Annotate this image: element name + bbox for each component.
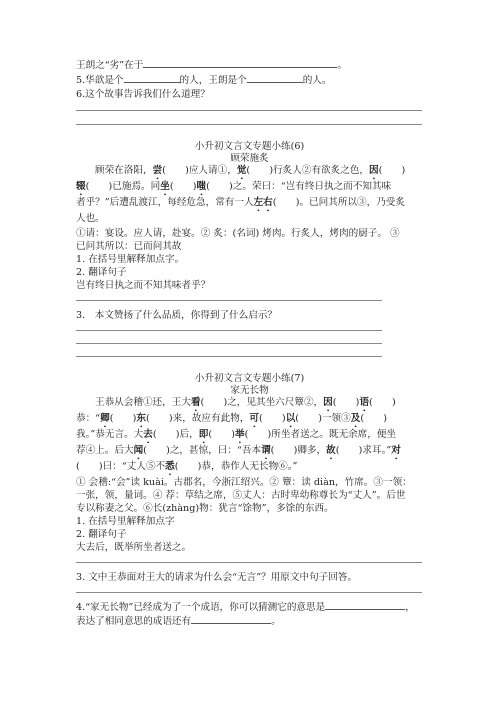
section-subtitle: 家无长物: [230, 385, 269, 396]
notes-line: 一张，领，量词。④ 荐：草结之席，⑤丈人：古时卑幼称尊长为“丈人”。后世: [76, 490, 406, 501]
answer-line[interactable]: [76, 343, 382, 344]
passage-line: 荐④上。后大闻( )之，甚惊，曰：“吾本谓( )卿多，故( )求耳。”对: [76, 445, 401, 456]
passage-line: 王恭从会稽①还，王大看( )之，见其坐六尺簟②，因( )语( ): [95, 397, 396, 408]
passage-line: 者乎？”后遭乱渡江，每经危急，常有一人左右( )。已问其所以③，乃受炙: [76, 197, 405, 208]
answer-blank[interactable]: [124, 73, 180, 83]
question-2: 2. 翻译句子: [76, 529, 127, 540]
notes-line: 专以称妻之父。⑥长(zhàng)物：犹言“馀物”，多馀的东西。: [76, 503, 334, 514]
passage-line: 顾荣在洛阳，尝( )应人请①，觉( )行炙人②有欲炙之色，因( ): [95, 165, 406, 176]
passage-line: 恭：“卿( )东( )来，故应有此物，可( )以( )一领③及( ): [76, 413, 388, 424]
question-2-sentence: 岂有终日执之而不知其味者乎？: [76, 280, 211, 291]
question-4-line: 4.“家无长物”已经成为了一个成语，你可以猜测它的意思是 ，: [76, 602, 415, 613]
dotted-char: 去: [143, 429, 153, 440]
answer-blank[interactable]: [191, 614, 271, 624]
dotted-char: 卿: [100, 413, 110, 424]
question-3: 3. 本文赞扬了什么品质，你得到了什么启示？: [76, 310, 278, 321]
question-1: 1. 在括号里解释加点字: [76, 516, 175, 527]
dotted-char: 举: [235, 429, 245, 440]
section-title: 小升初文言文专题小练(7): [194, 373, 305, 384]
dotted-char: 对: [391, 445, 401, 456]
answer-line[interactable]: [76, 124, 422, 125]
q6-line: 6.这个故事告诉我们什么道理？: [76, 89, 210, 100]
section-subtitle: 顾荣施炙: [230, 153, 269, 164]
q5-line: 5.华歆是个 的人，王朗是个 的人。: [76, 75, 332, 86]
dotted-char: 坐: [160, 181, 170, 192]
dotted-char: 故: [326, 445, 336, 456]
dotted-char: 及: [350, 413, 361, 424]
passage-line: 我。”恭无言。大去( )后，即( )举( )所坐者送之。既无余席，便坐: [76, 429, 397, 440]
passage-line: 人也。: [76, 213, 105, 224]
dotted-char: 左右: [253, 197, 273, 208]
answer-line[interactable]: [76, 592, 422, 593]
dotted-char: 因: [323, 397, 333, 408]
answer-blank[interactable]: [325, 600, 405, 610]
dotted-char: 语: [359, 397, 370, 408]
answer-blank[interactable]: [247, 73, 303, 83]
question-2-sentence: 大去后，既举所坐者送之。: [76, 542, 192, 553]
answer-line[interactable]: [76, 562, 422, 563]
question-2: 2. 翻译句子: [76, 267, 127, 278]
section-title: 小升初文言文专题小练(6): [194, 141, 305, 152]
notes-line: ① 会稽:“会”读 kuài。古郡名，今浙江绍兴。② 簟：读 diàn，竹席。③一领：: [76, 477, 412, 488]
dotted-char: 悉: [165, 461, 175, 472]
q4-line: 王朗之“劣”在于 。: [76, 60, 347, 71]
q4-text: 王朗之“劣”在于: [76, 60, 144, 71]
dotted-char: 尝: [152, 165, 163, 176]
question-4-line: 表达了相同意思的成语还有 。: [76, 616, 281, 627]
passage-line: ( )曰：“丈人⑤不悉( )恭，恭作人无长物⑥。”: [76, 461, 298, 472]
dotted-char: 以: [285, 413, 296, 424]
dotted-char: 觉: [236, 165, 247, 176]
answer-line[interactable]: [76, 356, 382, 357]
dotted-char: 看: [190, 397, 201, 408]
answer-line[interactable]: [76, 300, 382, 301]
question-3: 3. 文中王恭面对王大的请求为什么会“无言”？用原文中句子回答。: [76, 572, 358, 583]
dotted-char: 嗤: [196, 181, 207, 192]
question-1: 1. 在括号里解释加点字。: [76, 254, 185, 265]
dotted-char: 辍: [76, 181, 86, 192]
answer-blank[interactable]: [143, 58, 337, 68]
passage-line: 辍( )已施焉。同坐( )嗤( )之。荣曰：“岂有终日执之而不知其味: [76, 181, 392, 192]
notes-line: 已问其所以：已而问其故: [76, 241, 182, 252]
dotted-char: 闻: [133, 445, 144, 456]
dotted-char: 因: [369, 165, 379, 176]
dotted-char: 东: [136, 413, 146, 424]
answer-line[interactable]: [76, 330, 382, 331]
dotted-char: 谓: [261, 445, 271, 456]
answer-line[interactable]: [76, 110, 422, 111]
dotted-char: 即: [198, 429, 209, 440]
notes-line: ①请：宴设。应人请，赴宴。② 炙：(名词) 烤肉。行炙人，烤肉的厨子。 ③: [76, 228, 400, 239]
dotted-char: 可: [249, 413, 259, 424]
